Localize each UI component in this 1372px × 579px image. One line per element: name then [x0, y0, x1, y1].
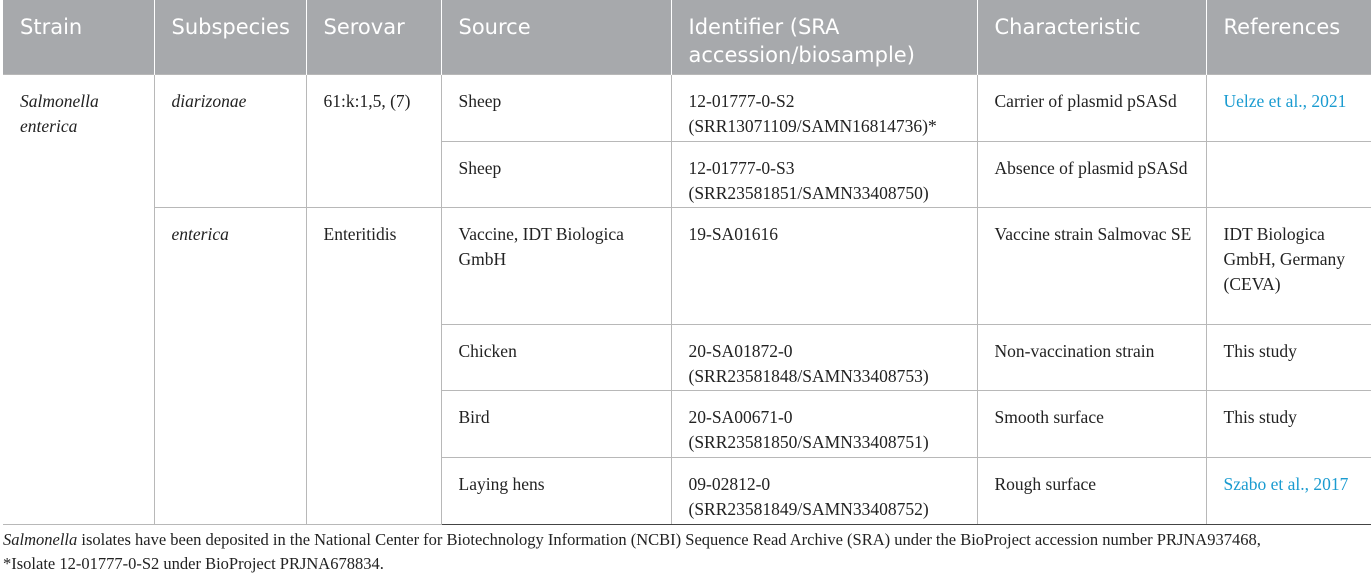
header-serovar: Serovar: [306, 0, 441, 74]
identifier-accession: (SRR23581848/SAMN33408753): [688, 365, 929, 386]
characteristic-cell: Absence of plasmid pSASd: [977, 141, 1206, 207]
reference-cell: [1206, 141, 1371, 207]
identifier-id: 12-01777-0-S3: [688, 157, 795, 178]
footnote-italic: Salmonella: [3, 530, 78, 549]
header-identifier: Identifier (SRA accession/biosample): [671, 0, 977, 74]
reference-link[interactable]: Uelze et al., 2021: [1223, 90, 1347, 111]
header-strain: Strain: [3, 0, 154, 74]
identifier-cell: [671, 324, 977, 390]
identifier-cell: [671, 207, 977, 324]
header-characteristic: Characteristic: [977, 0, 1206, 74]
strain-table: [3, 0, 1371, 525]
header-source: Source: [441, 0, 671, 74]
source-cell: Sheep: [441, 74, 671, 141]
source-cell: Sheep: [441, 141, 671, 207]
footnote-line-1: [3, 528, 1371, 552]
table-container: [3, 0, 1371, 525]
identifier-accession: (SRR13071109/SAMN16814736)*: [688, 115, 937, 136]
table-row: [3, 74, 1371, 141]
serovar-cell: 61:k:1,5, (7): [306, 74, 441, 207]
subspecies-cell: enterica: [154, 207, 306, 524]
characteristic-cell: Rough surface: [977, 457, 1206, 524]
identifier-cell: [671, 390, 977, 457]
identifier-cell: [671, 74, 977, 141]
identifier-accession: (SRR23581849/SAMN33408752): [688, 498, 929, 519]
reference-link[interactable]: Szabo et al., 2017: [1223, 473, 1349, 494]
identifier-id: 20-SA00671-0: [688, 406, 793, 427]
characteristic-cell: Smooth surface: [977, 390, 1206, 457]
identifier-id: 09-02812-0: [688, 473, 771, 494]
table-footnote: [3, 528, 1371, 576]
header-row: [3, 0, 1371, 74]
serovar-cell: Enteritidis: [306, 207, 441, 524]
characteristic-cell: Vaccine strain Salmovac SE: [977, 207, 1206, 324]
reference-cell: [1206, 74, 1371, 141]
reference-cell: This study: [1206, 390, 1371, 457]
identifier-accession: (SRR23581851/SAMN33408750): [688, 182, 929, 203]
identifier-id: 20-SA01872-0: [688, 340, 793, 361]
identifier-id: 19-SA01616: [688, 223, 778, 244]
characteristic-cell: Carrier of plasmid pSASd: [977, 74, 1206, 141]
source-cell: Chicken: [441, 324, 671, 390]
header-references: References: [1206, 0, 1371, 74]
characteristic-cell: Non-vaccination strain: [977, 324, 1206, 390]
source-cell: Vaccine, IDT Biologica GmbH: [441, 207, 671, 324]
header-subspecies: Subspecies: [154, 0, 306, 74]
table-row: [3, 207, 1371, 324]
footnote-line-2: *Isolate 12-01777-0-S2 under BioProject PRJNA678834.: [3, 554, 384, 573]
identifier-accession: (SRR23581850/SAMN33408751): [688, 431, 929, 452]
strain-cell: Salmonella enterica: [3, 74, 154, 524]
reference-cell: [1206, 457, 1371, 524]
subspecies-cell: diarizonae: [154, 74, 306, 207]
source-cell: Laying hens: [441, 457, 671, 524]
reference-cell: IDT Biologica GmbH, Germany (CEVA): [1206, 207, 1371, 324]
identifier-cell: [671, 457, 977, 524]
source-cell: Bird: [441, 390, 671, 457]
identifier-cell: [671, 141, 977, 207]
reference-cell: This study: [1206, 324, 1371, 390]
identifier-id: 12-01777-0-S2: [688, 90, 795, 111]
footnote-text: isolates have been deposited in the National Center for Biotechnology Information (NCBI) Sequence Read Archive (SRA) under the BioProject accession number PRJNA937468,: [77, 530, 1261, 549]
